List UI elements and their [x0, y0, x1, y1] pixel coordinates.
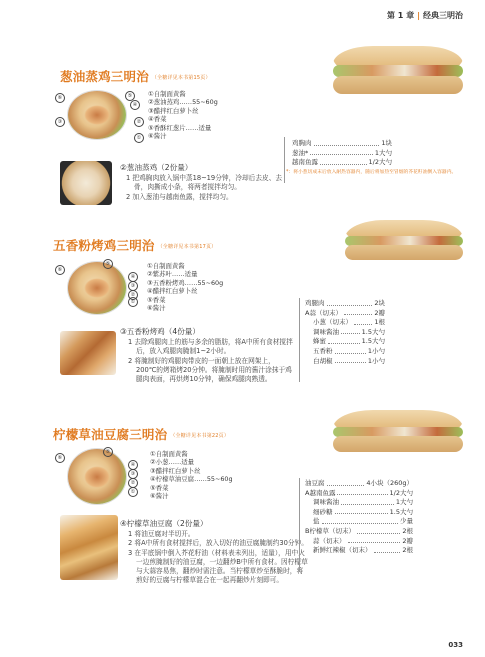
- page-number: 033: [448, 641, 463, 649]
- callout-4: ④: [130, 100, 140, 110]
- divider-2: [299, 298, 300, 382]
- divider-1: [284, 137, 285, 183]
- layer-list-2: ①自制面黄酱 ②紫苏叶……适量 ③五香粉烤鸡……55~60g ④醋拌红白萝卜丝 ⑤香菜 ⑥酱汁: [147, 262, 224, 313]
- callout-2: ②: [128, 290, 138, 300]
- callout-2: ②: [134, 117, 144, 127]
- cross-section-photo-3: [68, 449, 126, 504]
- callout-1: ①: [128, 297, 138, 307]
- callout-6: ⑥: [55, 453, 65, 463]
- callout-6: ⑥: [55, 93, 65, 103]
- divider-3: [299, 478, 300, 572]
- page-header: 第 1 章 | 经典三明治: [386, 11, 463, 20]
- chapter-label: 第 1 章: [386, 11, 415, 20]
- section-title-2: 五香粉烤鸡三明治 （全糖详见本书第17页）: [53, 238, 217, 253]
- callout-5: ⑤: [103, 447, 113, 457]
- chapter-title: 经典三明治: [423, 11, 463, 20]
- callout-5: ⑤: [125, 91, 135, 101]
- layer-list-3: ①自制面黄酱 ②小葱……适量 ③醋拌红白萝卜丝 ④柠檬草油豆腐……55~60g ⑤香菜 ⑥酱汁: [150, 450, 233, 501]
- callout-1: ①: [128, 487, 138, 497]
- note-1: *：将小葱切成末后放入耐热容器内，随后将加热至冒烟的芥花籽油倒入容器内。: [286, 170, 457, 175]
- callout-4: ④: [128, 460, 138, 470]
- steps-2: 1 去除鸡腿肉上的筋与多余的脂肪，将A中所有食材搅拌后，放入鸡腿肉腌制1~2小时。 2 将腌制好的鸡腿肉带皮的一面朝上放在网架上，200℃的烤箱烤20分钟。将腌制时用的酱汁涂抹于鸡腿肉表面，再烘烤10分钟，确保鸡腿肉熟透。: [128, 338, 293, 384]
- ingredients-2: 鸡腿肉 2块 A蒜（切末） 2瓣 小葱（切末） 1根 调味酱油 1.5大勺 蜂蜜 1.5大勺 五香粉 1小勺 白胡椒 1小勺: [305, 299, 385, 365]
- sandwich-photo-1: [333, 46, 463, 94]
- step-title-3: ④柠檬草油豆腐（2份量）: [120, 519, 208, 528]
- callout-3: ③: [55, 117, 65, 127]
- callout-4: ④: [128, 272, 138, 282]
- roast-chicken-photo: [60, 331, 116, 375]
- layer-list-1: ①自制面黄酱 ②葱油蒸鸡……55~60g ③醋拌红白萝卜丝 ④香菜 ⑤香酥红葱片……适量 ⑥酱汁: [148, 90, 218, 141]
- callout-3: ③: [128, 469, 138, 479]
- ingredients-1: 鸡胸肉 1块 葱油* 1大勺 越南鱼露 1/2大勺: [292, 139, 392, 167]
- steps-1: 1 把鸡胸肉放入锅中蒸18~19分钟，冷却后去皮、去骨，肉撕成小条，将两者搅拌均匀。 2 加入葱油与越南鱼露，搅拌均匀。: [126, 174, 283, 201]
- section-title-3: 柠檬草油豆腐三明治 （全糖详见本书第22页）: [53, 427, 230, 442]
- callout-1: ①: [134, 133, 144, 143]
- step-title-1: ②葱油蒸鸡（2份量）: [120, 163, 193, 172]
- callout-3: ③: [128, 281, 138, 291]
- tofu-photo: [60, 515, 118, 580]
- ingredients-3: 油豆腐 4小块（260g） A越南鱼露 1/2大勺 调味酱油 1大勺 细砂糖 1.5大勺 盐 少量 B柠檬草（切末） 2根 蒜（切末） 2瓣 新鲜红辣椒（切末） 2根: [305, 479, 413, 555]
- cross-section-photo-2: [68, 262, 126, 314]
- callout-2: ②: [128, 478, 138, 488]
- callout-5: ⑤: [103, 259, 113, 269]
- section-title-1: 葱油蒸鸡三明治 （全糖详见本书第15页）: [60, 69, 211, 84]
- steamed-chicken-photo: [60, 161, 112, 205]
- sandwich-photo-3: [333, 410, 463, 452]
- cross-section-photo-1: [68, 91, 126, 139]
- steps-3: 1 将油豆腐对半切开。 2 将A中所有食材搅拌后，放入切好的油豆腐腌制约30分钟。 3 在平底锅中倒入芥花籽油（材料表未列出，适量），用中火一边煎腌制好的油豆腐，一边翻炒B中所有食材。因柠檬草与大蒜容易焦，翻炒时需注意。当柠檬草炒至酥脆时，将煎好的豆腐与柠檬草混合在一起再翻炒片刻即可。: [128, 530, 308, 585]
- callout-6: ⑥: [55, 265, 65, 275]
- sandwich-photo-2: [345, 220, 463, 260]
- step-title-2: ③五香粉烤鸡（4份量）: [120, 327, 200, 336]
